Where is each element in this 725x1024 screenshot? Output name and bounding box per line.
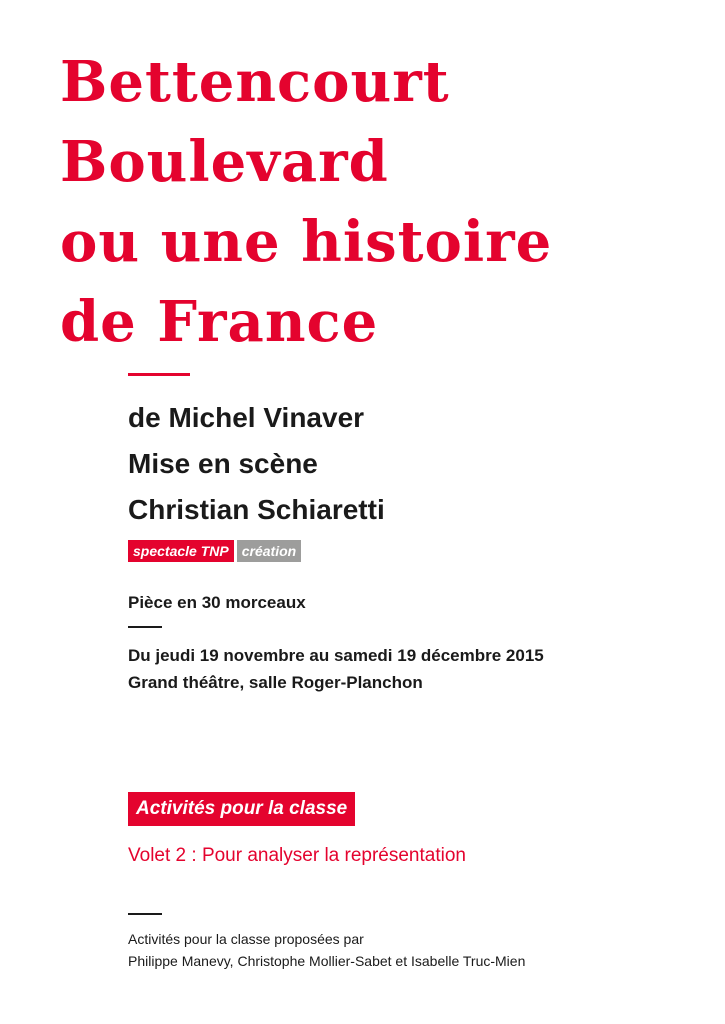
title-line-3: ou une histoire: [60, 209, 553, 275]
authors-block: [128, 928, 525, 972]
dates-divider: [128, 626, 162, 628]
authors-intro: Activités pour la classe proposées par: [128, 931, 364, 947]
document-title: [60, 42, 552, 362]
piece-description: Pièce en 30 morceaux: [128, 593, 306, 612]
volet-subtitle: Volet 2 : Pour analyser la représentation: [128, 845, 466, 866]
dates-period: Du jeudi 19 novembre au samedi 19 décembre 2015: [128, 646, 544, 665]
title-line-1: Bettencourt: [60, 49, 450, 115]
tags-row: [128, 540, 304, 564]
creation-tag: création: [237, 540, 301, 562]
director-name: Christian Schiaretti: [128, 494, 385, 525]
activities-badge: Activités pour la classe: [128, 792, 355, 826]
authors-names: Philippe Manevy, Christophe Mollier-Sabet et Isabelle Truc-Mien: [128, 953, 526, 969]
title-line-4: de France: [60, 289, 379, 355]
venue: Grand théâtre, salle Roger-Planchon: [128, 673, 423, 692]
tnp-tag: spectacle TNP: [128, 540, 234, 562]
staging-label: Mise en scène: [128, 448, 318, 479]
title-divider: [128, 373, 190, 376]
dates-block: [128, 642, 544, 696]
author-line: de Michel Vinaver: [128, 402, 365, 433]
credits-block: [128, 395, 385, 533]
authors-divider: [128, 913, 162, 915]
title-line-2: Boulevard: [60, 129, 389, 195]
